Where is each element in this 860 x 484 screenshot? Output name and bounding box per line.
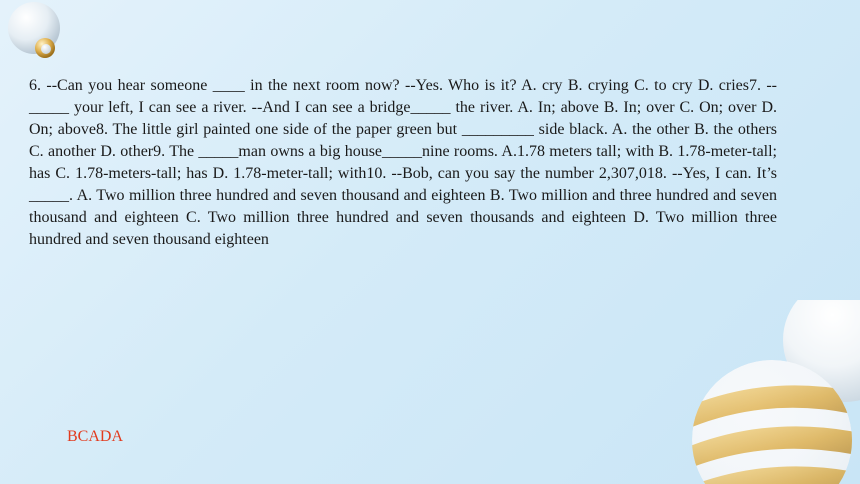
ornament-balls-bottom-right	[660, 300, 860, 484]
question-text: 6. --Can you hear someone ____ in the next room now? --Yes. Who is it? A. cry B. crying C. to cry D. cries7. --_____ your left, I can see a river. --And I can see a bridge_____ the river. A. In; above B. In; over C. On; over D. On; above8. The little girl painted one side of the paper green but _________ side black. A. the other B. the others C. another D. other9. The _____man owns a big house_____nine rooms. A.1.78 meters tall; with B. 1.78-meter-tall; has C. 1.78-meters-tall; has D. 1.78-meter-tall; with10. --Bob, can you say the number 2,307,018. --Yes, I can. It’s _____. A. Two million three hundred and seven thousand and eighteen B. Two million and three hundred and seven thousand and eighteen C. Two million three hundred and seven thousands and eighteen D. Two million three hundred and seven thousand eighteen	[29, 77, 777, 248]
answer-key: BCADA	[67, 428, 124, 445]
pearl-ornament-top-left	[0, 0, 80, 70]
